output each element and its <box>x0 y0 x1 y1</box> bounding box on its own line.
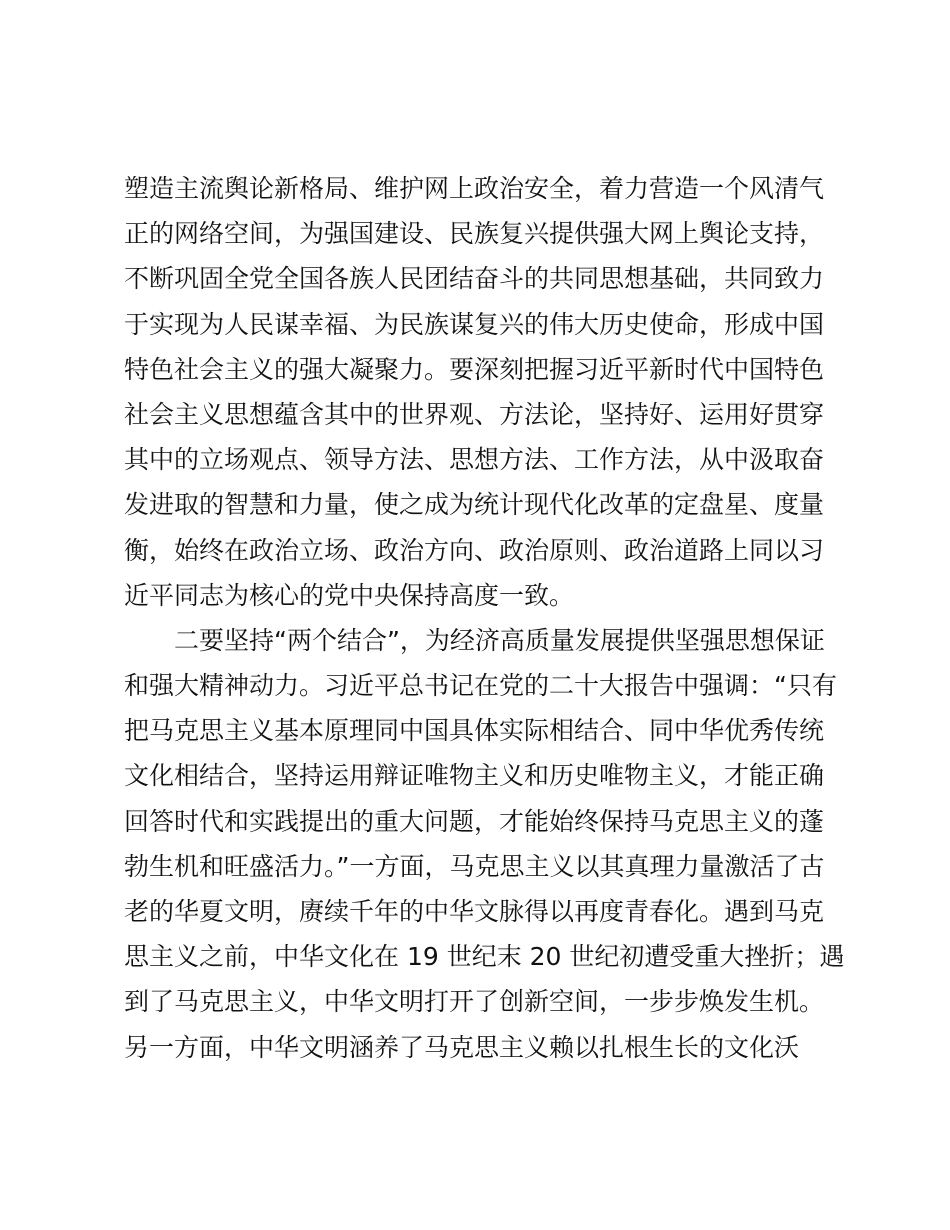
text-line: 近平同志为核心的党中央保持高度一致。 <box>124 580 575 610</box>
text-line: 老的华夏文明，赓续千年的中华文脉得以再度青春化。遇到马克 <box>124 897 825 926</box>
text-line: 和强大精神动力。习近平总书记在党的二十大报告中强调：“只有 <box>124 671 837 701</box>
text-line: 把马克思主义基本原理同中国具体实际相结合、同中华优秀传统 <box>124 716 825 746</box>
paragraph-start-line: 二要坚持“两个结合”，为经济高质量发展提供坚强思想保证 <box>174 625 825 655</box>
text-line: 文化相结合，坚持运用辩证唯物主义和历史唯物主义，才能正确 <box>124 761 825 791</box>
text-line: 另一方面，中华文明涵养了马克思主义赖以扎根生长的文化沃 <box>124 1032 800 1062</box>
text-line: 思主义之前，中华文化在 19 世纪末 20 世纪初遭受重大挫折；遇 <box>124 942 845 972</box>
text-line: 于实现为人民谋幸福、为民族谋复兴的伟大历史使命，形成中国 <box>124 309 825 339</box>
text-line: 不断巩固全党全国各族人民团结奋斗的共同思想基础，共同致力 <box>124 264 825 294</box>
body-text <box>124 166 845 1070</box>
text-line: 特色社会主义的强大凝聚力。要深刻把握习近平新时代中国特色 <box>124 354 825 384</box>
text-line: 发进取的智慧和力量，使之成为统计现代化改革的定盘星、度量 <box>124 490 825 520</box>
text-line: 衡，始终在政治立场、政治方向、政治原则、政治道路上同以习 <box>124 535 825 565</box>
text-line: 勃生机和旺盛活力。”一方面，马克思主义以其真理力量激活了古 <box>124 851 825 881</box>
text-line: 塑造主流舆论新格局、维护网上政治安全，着力营造一个风清气 <box>124 174 825 203</box>
text-line: 到了马克思主义，中华文明打开了创新空间，一步步焕发生机。 <box>124 987 825 1017</box>
text-line: 正的网络空间，为强国建设、民族复兴提供强大网上舆论支持， <box>124 219 825 249</box>
text-line: 社会主义思想蕴含其中的世界观、方法论，坚持好、运用好贯穿 <box>124 399 825 429</box>
text-line: 回答时代和实践提出的重大问题，才能始终保持马克思主义的蓬 <box>124 806 825 836</box>
text-line: 其中的立场观点、领导方法、思想方法、工作方法，从中汲取奋 <box>124 445 825 475</box>
